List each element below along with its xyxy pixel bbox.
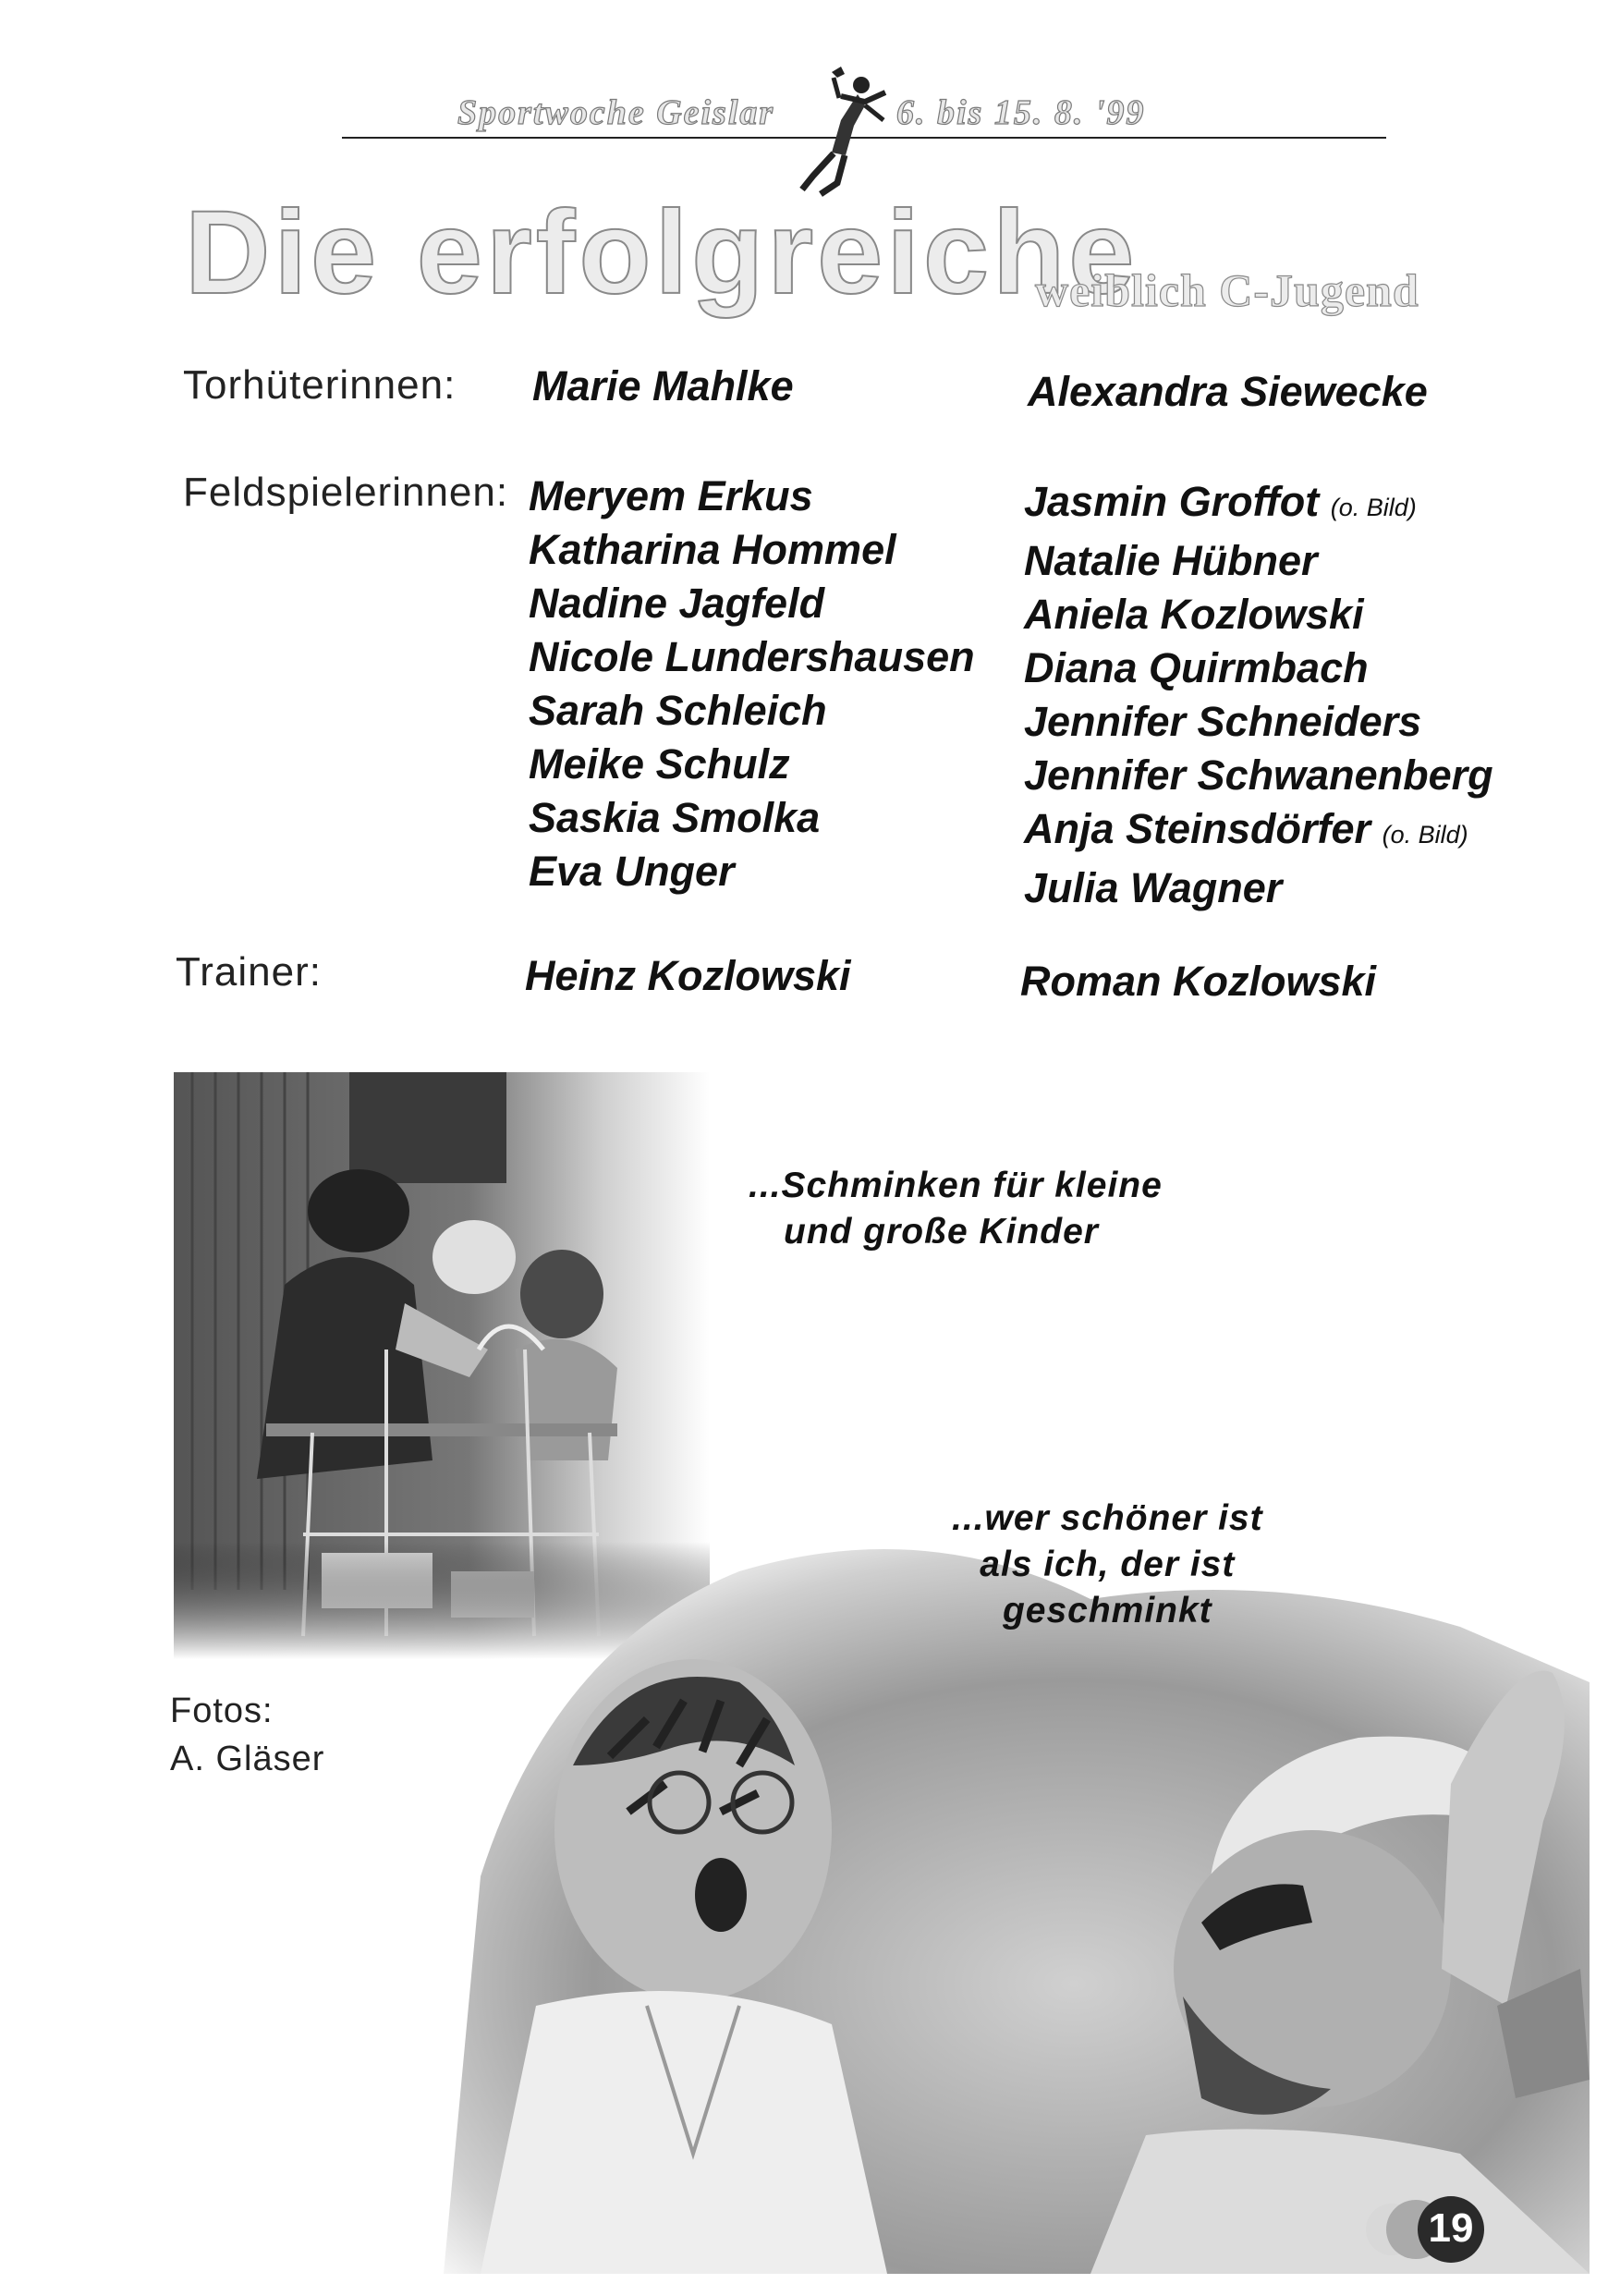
player-name: Nadine Jagfeld [529,580,825,627]
fieldplayers-label: Feldspielerinnen: [183,470,509,515]
handball-player-icon [776,65,906,203]
player-name: Natalie Hübner [1024,537,1318,584]
fieldplayers-right-list [1024,475,1493,915]
player-name: Eva Unger [529,848,735,895]
trainer-name: Heinz Kozlowski [525,952,851,999]
photo-credit: Fotos: A. Gläser [170,1691,325,1778]
trainer-name: Roman Kozlowski [1020,958,1377,1005]
player-name: Jennifer Schneiders [1024,698,1422,745]
player-name: Diana Quirmbach [1024,644,1369,691]
player-name: Jasmin Groffot (o. Bild) [1024,478,1417,525]
page-subtitle: weiblich C-Jugend [1035,264,1419,316]
header-event: Sportwoche Geislar [457,93,775,132]
player-name: Julia Wagner [1024,864,1283,911]
player-name: Saskia Smolka [529,794,821,841]
player-name: Meryem Erkus [529,472,813,519]
player-note: (o. Bild) [1330,494,1417,521]
header-dates: 6. bis 15. 8. '99 [896,93,1146,132]
player-name: Jennifer Schwanenberg [1024,751,1493,799]
player-name: Anja Steinsdörfer (o. Bild) [1024,805,1468,852]
page-title: Die erfolgreiche [185,187,1139,319]
trainer-label: Trainer: [176,949,322,995]
goalkeeper-name: Marie Mahlke [532,362,794,409]
player-name: Aniela Kozlowski [1024,591,1364,638]
page-number-badge [1358,2191,1506,2265]
player-name: Sarah Schleich [529,687,827,734]
goalkeeper-name: Alexandra Siewecke [1028,368,1428,415]
player-name: Meike Schulz [529,740,790,788]
goalkeepers-label: Torhüterinnen: [183,362,457,408]
player-note: (o. Bild) [1382,821,1468,849]
caption-face-painting: ...Schminken für kleine und große Kinder [749,1166,1163,1252]
page-number: 19 [1428,2205,1474,2251]
player-name: Katharina Hommel [529,526,896,573]
caption-painted-men: ...wer schöner ist als ich, der ist geschminkt [952,1498,1263,1630]
player-name: Nicole Lundershausen [529,633,975,680]
fieldplayers-left-list [529,470,975,898]
